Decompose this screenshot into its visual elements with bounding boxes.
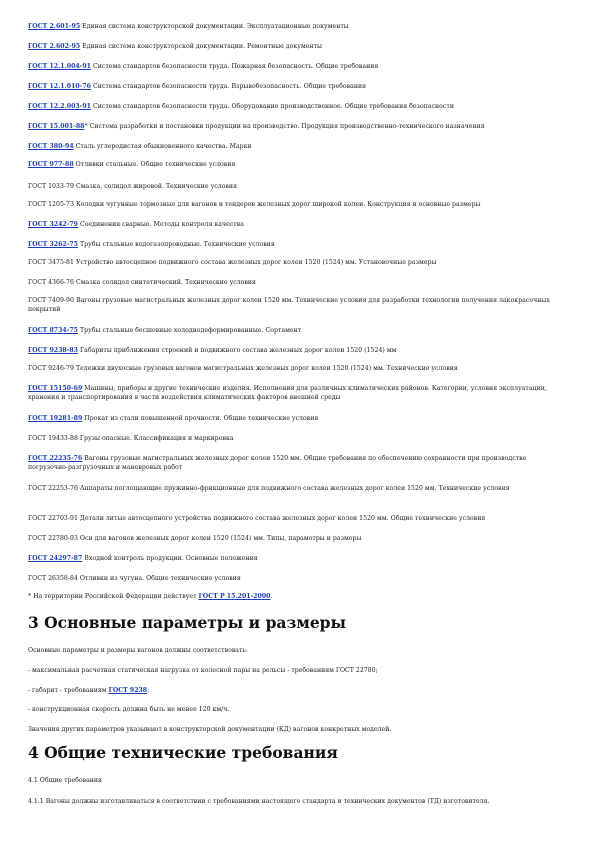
section-3-intro: Основные параметры и размеры вагонов должны соответствовать:: [28, 647, 248, 654]
standard-title: Соединения сварные. Методы контроля качества: [78, 221, 244, 228]
standard-code: ГОСТ 7409-90: [28, 297, 74, 304]
reference-entry: [28, 182, 568, 191]
reference-entry: [28, 434, 568, 443]
standard-title: Вагоны грузовые магистральных железных дорог колеи 1520 мм. Общие требования по обеспечению сохранности при производстве погрузочно-разгрузочных и маневровых работ: [28, 455, 527, 471]
standard-title: Детали литые автосцепного устройства подвижного состава железных дорог колеи 1520 мм. Общие технические условия: [77, 515, 486, 522]
standard-code: ГОСТ 1205-73: [28, 201, 74, 208]
standard-link[interactable]: ГОСТ 24297-87: [28, 555, 83, 562]
standard-link[interactable]: ГОСТ 12.2.003-91: [28, 103, 91, 110]
standard-link[interactable]: ГОСТ 15150-69: [28, 385, 83, 392]
footnote-link[interactable]: ГОСТ Р 15.201-2000: [198, 593, 271, 600]
standard-code: ГОСТ 19433-88: [28, 435, 78, 442]
standard-title: Единая система конструкторской документации. Эксплуатационные документы: [80, 23, 349, 30]
standard-title: Единая система конструкторской документации. Ремонтные документы: [80, 43, 323, 50]
standard-title: Колодки чугунные тормозные для вагонов и тендеров железных дорог широкой колеи. Конструкция и основные размеры: [73, 201, 481, 208]
standard-title: Входной контроль продукции. Основные положения: [82, 555, 258, 562]
standard-title: Трубы стальные водогазопроводные. Технические условия: [78, 241, 275, 248]
standard-title: Машины, приборы и другие технические изделия. Исполнения для различных климатических районов. Категории, условия эксплуатации, хранения и транспортирования в части воздействия климатических факторов внешней среды: [28, 385, 547, 401]
reference-entry: [28, 364, 568, 373]
standard-code: ГОСТ 9246-79: [28, 365, 74, 372]
standard-link[interactable]: ГОСТ 12.1.010-76: [28, 83, 91, 90]
reference-entry: [28, 574, 568, 583]
reference-entry: [28, 384, 568, 402]
standard-link[interactable]: ГОСТ 3242-79: [28, 221, 78, 228]
reference-entry: [28, 62, 568, 71]
section-3-note: Значения других параметров указывают в конструкторской документации (КД) вагонов конкретных моделей.: [28, 726, 392, 733]
reference-entry: [28, 200, 568, 209]
reference-entry: [28, 534, 568, 543]
section-4-heading: 4 Общие технические требования: [28, 743, 338, 762]
standard-title: Отливки из чугуна. Общие технические условия: [77, 575, 241, 582]
standard-link[interactable]: ГОСТ 22235-76: [28, 455, 83, 462]
reference-entry: [28, 326, 568, 335]
footnote-end: .: [270, 593, 273, 600]
reference-entry: [28, 414, 568, 423]
gauge-standard-link[interactable]: ГОСТ 9238: [108, 687, 148, 694]
standard-title: Трубы стальные бесшовные холоднодеформированные. Сортамент: [78, 327, 302, 334]
standard-link[interactable]: ГОСТ 15.001-88: [28, 123, 85, 130]
reference-entry: [28, 258, 568, 267]
standard-title: Смазка, солидол жировой. Технические условия: [73, 183, 238, 190]
standard-link[interactable]: ГОСТ 3262-75: [28, 241, 78, 248]
reference-entry: [28, 484, 568, 493]
gauge-end: ;: [147, 687, 150, 694]
reference-entry: [28, 296, 568, 314]
reference-entry: [28, 102, 568, 111]
standard-title: Вагоны грузовые магистральных железных дорог колеи 1520 мм. Технические условия для разработки технологии получения лакокрасочных покрытий: [28, 297, 550, 313]
standard-title: Тележки двухосные грузовых вагонов магистральных железных дорог колеи 1520 (1524) мм. Технические условия: [73, 365, 458, 372]
standard-title: Оси для вагонов железных дорог колеи 1520 (1524) мм. Типы, параметры и размеры: [77, 535, 362, 542]
reference-entry: [28, 346, 568, 355]
section-4-1-1-text: 4.1.1 Вагоны должны изготавливаться в соответствии с требованиями настоящего стандарта и технических документов (ТД) изготовителя.: [28, 798, 490, 805]
standard-title: Система стандартов безопасности труда. Взрывобезопасность. Общие требования: [90, 83, 367, 90]
standard-code: ГОСТ 22703-91: [28, 515, 78, 522]
standard-code: ГОСТ 22253-76: [28, 485, 78, 492]
section-3-heading: 3 Основные параметры и размеры: [28, 613, 347, 632]
standard-link[interactable]: ГОСТ 8734-75: [28, 327, 78, 334]
section-4-1-heading: 4.1 Общие требования: [28, 777, 102, 784]
standard-code: ГОСТ 26358-84: [28, 575, 78, 582]
standard-link[interactable]: ГОСТ 977-88: [28, 161, 74, 168]
reference-entry: [28, 454, 568, 472]
reference-entry: [28, 514, 568, 523]
section-3-item-gauge: [28, 686, 573, 695]
standard-link[interactable]: ГОСТ 12.1.004-91: [28, 63, 91, 70]
standard-title: Габариты приближения строений и подвижного состава железных дорог колеи 1520 (1524) мм: [78, 347, 397, 354]
reference-entry: [28, 122, 568, 131]
standard-link[interactable]: ГОСТ 9238-83: [28, 347, 78, 354]
reference-entry: [28, 142, 568, 151]
standard-title: Аппараты поглощающие пружинно-фрикционные для подвижного состава железных дорог колеи 1520 мм. Технические условия: [77, 485, 510, 492]
reference-entry: [28, 220, 568, 229]
reference-entry: [28, 160, 568, 169]
gauge-text: - габарит - требованиям: [28, 687, 109, 694]
section-3-item-speed: - конструкционная скорость должна быть не менее 120 км/ч.: [28, 706, 230, 713]
standard-link[interactable]: ГОСТ 380-94: [28, 143, 74, 150]
standard-title: Грузы опасные. Классификация и маркировка: [77, 435, 234, 442]
standard-link[interactable]: ГОСТ 19281-89: [28, 415, 83, 422]
standard-link[interactable]: ГОСТ 2.602-95: [28, 43, 81, 50]
standard-title: Смазка солидол синтетический. Технические условия: [73, 279, 256, 286]
reference-entry: [28, 240, 568, 249]
standard-title: Система стандартов безопасности труда. Пожарная безопасность. Общие требования: [90, 63, 379, 70]
reference-entry: [28, 278, 568, 287]
reference-entry: [28, 554, 568, 563]
section-3-item-load: - максимальная расчетная статическая нагрузка от колесной пары на рельсы - требованиям ГОСТ 22780;: [28, 667, 378, 674]
standard-code: ГОСТ 1033-79: [28, 183, 74, 190]
reference-entry: [28, 82, 568, 91]
standard-code: ГОСТ 4366-76: [28, 279, 74, 286]
footnote-text: * На территории Российской Федерации действует: [28, 593, 199, 600]
footnote: [28, 592, 568, 601]
standard-title: Отливки стальные. Общие технические условия: [73, 161, 236, 168]
standard-code: ГОСТ 22780-93: [28, 535, 78, 542]
reference-entry: [28, 42, 568, 51]
standard-title: Система стандартов безопасности труда. Оборудование производственное. Общие требования безопасности: [90, 103, 454, 110]
standard-title: Устройство автосцепное подвижного состава железных дорог колеи 1520 (1524) мм. Установочные размеры: [73, 259, 437, 266]
standard-code: ГОСТ 3475-81: [28, 259, 74, 266]
standard-title: Прокат из стали повышенной прочности. Общие технические условия: [82, 415, 319, 422]
reference-entry: [28, 22, 568, 31]
standard-title: * Система разработки и постановки продукции на производство. Продукция производственно-технического назначения: [84, 123, 485, 130]
standard-title: Сталь углеродистая обыкновенного качества. Марки: [73, 143, 252, 150]
standard-link[interactable]: ГОСТ 2.601-95: [28, 23, 81, 30]
